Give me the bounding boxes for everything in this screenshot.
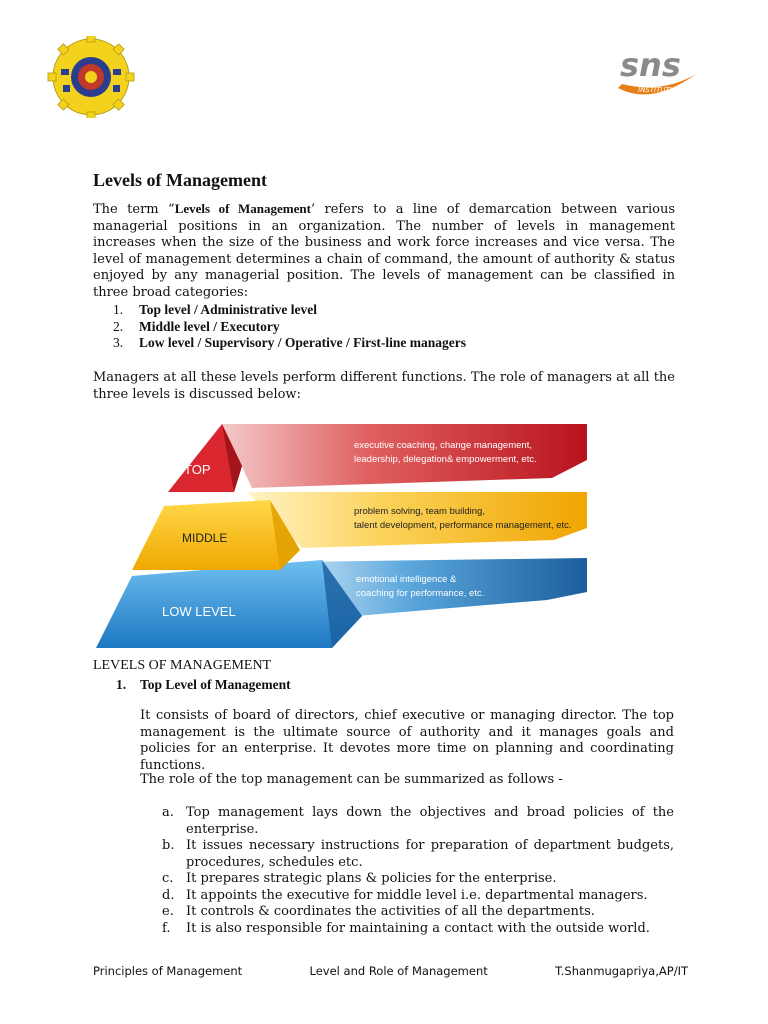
list-item: [140, 904, 674, 921]
low-desc-line-2: coaching for performance, etc.: [356, 588, 485, 599]
top-label: TOP: [184, 462, 211, 477]
list-item: [93, 319, 466, 336]
roles-list: [140, 805, 674, 937]
sub-heading: [116, 677, 291, 693]
role-letter: e.: [162, 904, 174, 919]
middle-desc-line-2: talent development, performance management, etc.: [354, 520, 572, 531]
role-text: It prepares strategic plans & policies for the enterprise.: [186, 871, 557, 886]
role-text: It issues necessary instructions for preparation of department budgets, procedures, schedules etc.: [186, 838, 674, 870]
list-label: Middle level / Executory: [139, 318, 280, 334]
top-management-description: It consists of board of directors, chief executive or managing director. The top management is the ultimate source of authority and it manages goals and policies for an enterprise. It devotes more time on planning and coordinating functions.: [140, 708, 674, 773]
middle-label: MIDDLE: [182, 531, 228, 545]
levels-list: [93, 302, 466, 352]
list-label: Top level / Administrative level: [139, 302, 317, 317]
role-intro: The role of the top management can be summarized as follows -: [140, 772, 563, 787]
low-desc-line-1: emotional intelligence &: [356, 574, 457, 585]
section-heading: LEVELS OF MANAGEMENT: [93, 658, 272, 673]
college-emblem-logo: [46, 36, 136, 118]
page-title: Levels of Management: [93, 170, 267, 190]
low-label: LOW LEVEL: [162, 604, 236, 619]
sns-institutions-logo: [612, 36, 698, 100]
list-item: [140, 838, 674, 871]
list-item: [93, 335, 466, 352]
list-item: [140, 871, 674, 888]
intro-paragraph: [93, 201, 675, 301]
sns-logo-subtext: INSTITUTIONS: [638, 86, 688, 94]
list-item: [140, 888, 674, 905]
role-letter: c.: [162, 871, 174, 886]
list-label: Low level / Supervisory / Operative / First-line managers: [139, 335, 466, 350]
intro-prefix: The term “: [93, 202, 175, 217]
intro-rest: ’ refers to a line of demarcation between various managerial positions in an organization. The number of levels in management increases when the size of the business and work force increases and vice versa. The level of management determines a chain of command, the amount of authority & status enjoyed by any managerial position. The levels of management can be classified in three broad categories:: [93, 202, 675, 300]
role-text: It controls & coordinates the activities of all the departments.: [186, 904, 595, 919]
middle-desc-line-1: problem solving, team building,: [354, 506, 485, 517]
role-text: It is also responsible for maintaining a contact with the outside world.: [186, 920, 650, 936]
footer-right: T.Shanmugapriya,AP/IT: [555, 964, 688, 978]
sub-heading-label: Top Level of Management: [140, 677, 291, 692]
page-footer: [93, 964, 688, 978]
intro-bold-term: Levels of Management: [174, 201, 311, 216]
list-number: 2.: [113, 318, 124, 334]
managers-paragraph: Managers at all these levels perform different functions. The role of managers at all the three levels is discussed below:: [93, 370, 675, 402]
role-letter: f.: [162, 920, 171, 936]
list-item: [140, 805, 674, 838]
list-number: 3.: [113, 335, 124, 350]
role-letter: a.: [162, 805, 174, 820]
footer-center: Level and Role of Management: [309, 964, 488, 978]
sub-heading-number: 1.: [116, 677, 127, 692]
list-number: 1.: [113, 302, 124, 317]
role-letter: b.: [162, 838, 175, 853]
role-text: It appoints the executive for middle level i.e. departmental managers.: [186, 887, 648, 903]
sns-logo-text: sns: [620, 46, 681, 84]
list-item: [93, 302, 466, 319]
role-letter: d.: [162, 887, 175, 903]
top-desc-line-2: leadership, delegation& empowerment, etc.: [354, 454, 537, 465]
footer-left: Principles of Management: [93, 964, 243, 978]
list-item: [140, 921, 674, 938]
role-text: Top management lays down the objectives and broad policies of the enterprise.: [186, 805, 674, 837]
management-pyramid-diagram: [92, 420, 592, 652]
top-desc-line-1: executive coaching, change management,: [354, 440, 532, 451]
